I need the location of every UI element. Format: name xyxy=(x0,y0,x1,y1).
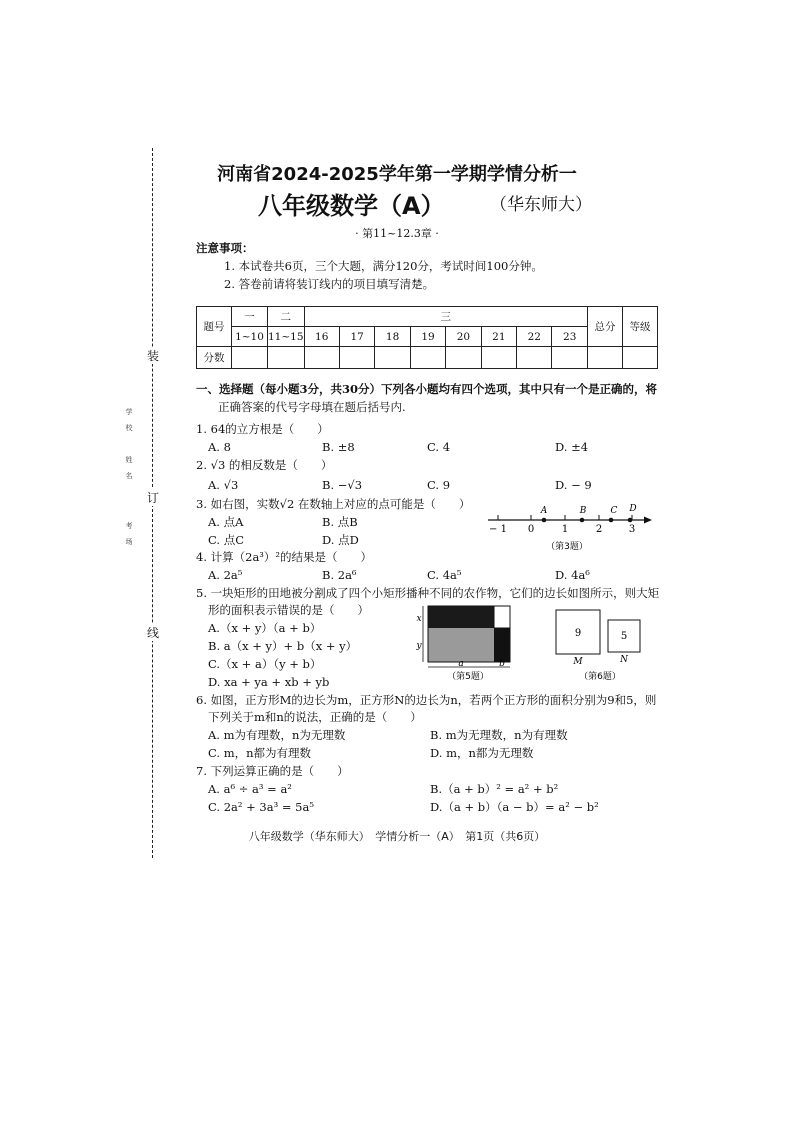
score-input[interactable] xyxy=(446,347,481,369)
q6-stem: 6. 如图，正方形M的边长为m，正方形N的边长为n，若两个正方形的面积分别为9和5，则 xyxy=(196,693,657,707)
square-n-area: 5 xyxy=(620,631,628,642)
edition-label: （华东师大） xyxy=(490,195,592,215)
q2-option-c: C. 9 xyxy=(427,478,451,492)
square-m-label: M xyxy=(573,657,583,667)
q6-option-d: D. m，n都为无理数 xyxy=(430,746,534,760)
table-score-label: 分数 xyxy=(197,347,232,369)
q7-option-c: C. 2a² + 3a³ = 5a⁵ xyxy=(208,800,314,814)
axis-point-d: D xyxy=(629,504,637,514)
q5-stem: 5. 一块矩形的田地被分割成了四个小矩形播种不同的农作物，它们的边长如图所示，则大矩 xyxy=(196,586,660,600)
q4-option-a: A. 2a⁵ xyxy=(208,568,243,582)
q1-option-c: C. 4 xyxy=(427,440,451,454)
axis-point-c: C xyxy=(610,506,618,516)
axis-tick-label: 1 xyxy=(561,524,569,535)
squares-figure xyxy=(552,606,648,682)
q3-option-d: D. 点D xyxy=(322,533,359,547)
q4-option-b: B. 2a⁶ xyxy=(322,568,357,582)
q4-option-d: D. 4a⁶ xyxy=(555,568,590,582)
table-cell: 17 xyxy=(339,327,374,347)
dim-label-x: x xyxy=(416,614,422,624)
table-cell: 22 xyxy=(517,327,552,347)
q5-option-c: C.（x + a）（y + b） xyxy=(208,657,322,671)
exam-title: 河南省2024-2025学年第一学期学情分析一 xyxy=(217,164,577,185)
table-cell: 16 xyxy=(304,327,339,347)
q3-option-c: C. 点C xyxy=(208,533,244,547)
q5-option-d: D. xa + ya + xb + yb xyxy=(208,675,330,689)
q4-option-c: C. 4a⁵ xyxy=(427,568,462,582)
field-rectangle-figure xyxy=(414,602,518,682)
chapter-range: · 第11~12.3章 · xyxy=(355,227,439,240)
q5-stem-cont: 形的面积表示错误的是（ ） xyxy=(208,603,369,617)
q3-option-a: A. 点A xyxy=(208,515,244,529)
axis-tick-label: 3 xyxy=(628,524,636,535)
score-table xyxy=(196,306,658,369)
table-cell: 21 xyxy=(481,327,516,347)
score-input[interactable] xyxy=(410,347,445,369)
side-label-room: 考场 xyxy=(125,522,133,554)
q1-option-d: D. ±4 xyxy=(555,440,589,454)
score-input[interactable] xyxy=(517,347,552,369)
table-header-part3: 三 xyxy=(304,307,587,327)
q2-option-d: D. − 9 xyxy=(555,478,592,492)
q2-option-b: B. −√3 xyxy=(322,478,363,492)
q6-option-a: A. m为有理数，n为无理数 xyxy=(208,728,346,742)
dim-label-a: a xyxy=(458,659,464,669)
q6-option-c: C. m，n都为有理数 xyxy=(208,746,312,760)
q5-option-a: A.（x + y）（a + b） xyxy=(208,621,322,635)
q7-stem: 7. 下列运算正确的是（ ） xyxy=(196,764,349,778)
score-input[interactable] xyxy=(268,347,305,369)
number-line-figure xyxy=(484,500,656,556)
note-item-2: 2. 答卷前请将装订线内的项目填写清楚。 xyxy=(224,277,435,291)
square-n-label: N xyxy=(620,655,628,665)
subject-title: 八年级数学（A） xyxy=(258,192,445,220)
q2-stem: 2. √3 的相反数是（ ） xyxy=(196,458,333,472)
score-input[interactable] xyxy=(375,347,410,369)
q5-option-b: B. a（x + y）+ b（x + y） xyxy=(208,639,358,653)
q1-stem: 1. 64的立方根是（ ） xyxy=(196,422,329,436)
dim-label-y: y xyxy=(416,641,422,651)
q6-option-b: B. m为无理数，n为有理数 xyxy=(430,728,568,742)
table-header-grade: 等级 xyxy=(623,307,658,347)
q6-stem-cont: 下列关于m和n的说法，正确的是（ ） xyxy=(208,710,422,724)
q7-option-b: B.（a + b）² = a² + b² xyxy=(430,782,559,796)
axis-point-a: A xyxy=(540,506,548,516)
notes-heading: 注意事项： xyxy=(196,241,254,255)
q3-figure-caption: （第3题） xyxy=(546,542,588,552)
square-m-area: 9 xyxy=(574,628,582,639)
q1-option-b: B. ±8 xyxy=(322,440,355,454)
q3-option-b: B. 点B xyxy=(322,515,358,529)
table-header-number: 题号 xyxy=(197,307,232,347)
q5-figure-caption: （第5题） xyxy=(447,672,489,682)
score-input[interactable] xyxy=(552,347,588,369)
table-cell: 18 xyxy=(375,327,410,347)
q7-option-d: D.（a + b）（a − b）= a² − b² xyxy=(430,800,599,814)
q1-option-a: A. 8 xyxy=(208,440,231,454)
binding-char-xian: 线 xyxy=(146,626,159,640)
table-cell: 20 xyxy=(446,327,481,347)
table-header-total: 总分 xyxy=(588,307,623,347)
q7-option-a: A. a⁶ ÷ a³ = a² xyxy=(208,782,292,796)
score-input[interactable] xyxy=(481,347,516,369)
section1-instruction-cont: 正确答案的代号字母填在题后括号内. xyxy=(218,400,406,414)
side-label-name: 姓名 xyxy=(125,456,133,488)
table-header-part1: 一 xyxy=(232,307,268,327)
q6-figure-caption: （第6题） xyxy=(579,672,621,682)
q2-option-a: A. √3 xyxy=(208,478,239,492)
binding-char-ding: 订 xyxy=(146,491,159,505)
page-footer: 八年级数学（华东师大） 学情分析一（A） 第1页（共6页） xyxy=(248,830,546,843)
axis-tick-label: 0 xyxy=(527,524,535,535)
table-cell: 1~10 xyxy=(232,327,268,347)
axis-point-b: B xyxy=(579,506,587,516)
score-input[interactable] xyxy=(588,347,623,369)
table-cell: 23 xyxy=(552,327,588,347)
score-input[interactable] xyxy=(339,347,374,369)
table-header-part2: 二 xyxy=(268,307,305,327)
note-item-1: 1. 本试卷共6页，三个大题，满分120分，考试时间100分钟。 xyxy=(224,259,543,273)
table-cell: 19 xyxy=(410,327,445,347)
section1-instruction: 一、选择题（每小题3分，共30分）下列各小题均有四个选项，其中只有一个是正确的，将 xyxy=(196,382,658,396)
q4-stem: 4. 计算（2a³）²的结果是（ ） xyxy=(196,550,373,564)
score-input[interactable] xyxy=(232,347,268,369)
table-cell: 11~15 xyxy=(268,327,305,347)
q3-stem: 3. 如右图，实数√2 在数轴上对应的点可能是（ ） xyxy=(196,497,471,511)
axis-tick-label: 2 xyxy=(595,524,603,535)
binding-char-zhuang: 装 xyxy=(146,349,159,363)
score-input[interactable] xyxy=(623,347,658,369)
axis-tick-label: − 1 xyxy=(489,524,507,535)
score-input[interactable] xyxy=(304,347,339,369)
dim-label-b: b xyxy=(499,659,505,669)
side-label-school: 学校 xyxy=(125,408,133,440)
